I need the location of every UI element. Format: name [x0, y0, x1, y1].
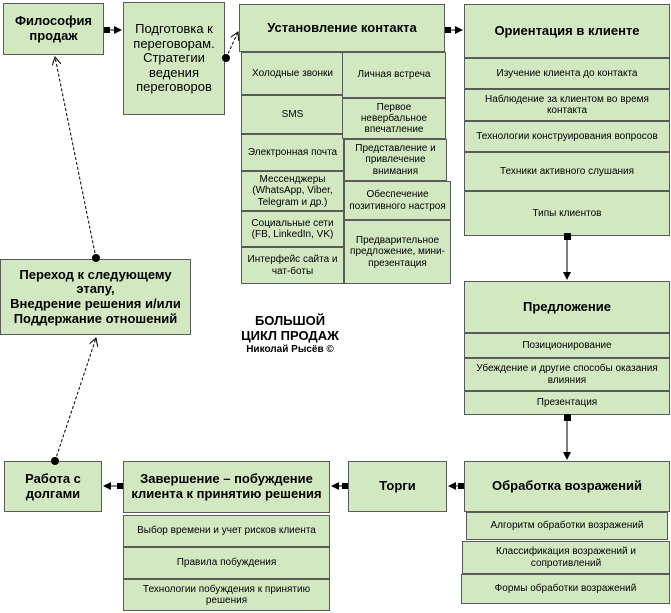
- contact-item-nonverbal: Первое невербальное впечатление: [342, 98, 446, 139]
- contact-item-email: Электронная почта: [241, 134, 344, 171]
- link-bargaining-closing: [332, 483, 348, 489]
- orientation-item-1: Изучение клиента до контакта: [464, 58, 670, 89]
- node-philosophy: [3, 3, 104, 55]
- node-contact: [239, 4, 445, 52]
- node-debts-label: Работа с долгами: [25, 470, 81, 501]
- node-closing: [123, 461, 330, 513]
- node-next-stage: [0, 259, 191, 335]
- orientation-item-5: Типы клиентов: [464, 191, 670, 236]
- orientation-item-2: Наблюдение за клиентом во время контакта: [464, 89, 670, 121]
- contact-item-messengers: Мессенджеры (WhatsApp, Viber, Telegram и др.): [241, 171, 344, 211]
- contact-item-cold-calls: Холодные звонки: [241, 52, 344, 95]
- objection-item-3: Формы обработки возражений: [461, 574, 670, 604]
- cycle-author: Николай Рысёв ©: [246, 344, 334, 355]
- node-objections: [464, 461, 670, 512]
- node-preparation: [123, 2, 225, 115]
- objection-item-2: Классификация возражений и сопротивлений: [462, 541, 670, 574]
- link-contact-orientation: [445, 27, 462, 33]
- node-bargaining-label: Торги: [379, 478, 416, 494]
- link-closing-debts: [104, 483, 123, 489]
- cycle-title: [225, 313, 355, 357]
- node-next-stage-label: Переход к следующему этапу, Внедрение решения и/или Поддержание отношений: [10, 266, 181, 326]
- contact-item-presentation: Представление и привлечение внимания: [344, 139, 447, 181]
- node-debts: [4, 461, 102, 512]
- link-next-stage-philosophy: [55, 57, 100, 262]
- node-orientation: [464, 4, 670, 58]
- node-preparation-label: Подготовка к переговорам. Стратегии ведения переговоров: [133, 21, 215, 95]
- node-objections-label: Обработка возражений: [491, 478, 642, 494]
- link-offer-objections: [564, 414, 571, 459]
- contact-item-positive: Обеспечение позитивного настроя: [344, 181, 451, 220]
- contact-item-meeting: Личная встреча: [342, 52, 446, 98]
- link-orientation-offer: [564, 233, 571, 279]
- cycle-title-line2: ЦИКЛ ПРОДАЖ: [241, 328, 339, 343]
- cycle-title-line1: БОЛЬШОЙ: [254, 313, 326, 328]
- contact-item-social: Социальные сети (FB, LinkedIn, VK): [241, 211, 344, 247]
- link-philosophy-preparation: [104, 27, 121, 33]
- node-bargaining: [348, 461, 447, 512]
- node-contact-label: Установление контакта: [267, 19, 417, 35]
- orientation-item-4: Техники активного слушания: [464, 152, 670, 191]
- contact-item-sms: SMS: [241, 95, 344, 134]
- node-orientation-label: Ориентация в клиенте: [494, 22, 640, 38]
- contact-item-website: Интерфейс сайта и чат-боты: [241, 247, 344, 284]
- closing-item-1: Выбор времени и учет рисков клиента: [123, 515, 330, 547]
- objection-item-1: Алгоритм обработки возражений: [466, 512, 668, 540]
- node-philosophy-label: Философия продаж: [14, 13, 93, 43]
- orientation-item-3: Технологии конструирования вопросов: [464, 121, 670, 152]
- offer-item-2: Убеждение и другие способы оказания влияния: [464, 358, 670, 391]
- link-debts-next-stage: [51, 338, 96, 465]
- offer-item-1: Позиционирование: [464, 333, 670, 358]
- node-closing-label: Завершение – побуждение клиента к принятию решения: [131, 471, 322, 501]
- offer-item-3: Презентация: [464, 391, 670, 415]
- closing-item-2: Правила побуждения: [123, 547, 330, 579]
- node-offer: [464, 281, 670, 333]
- link-objections-bargaining: [449, 483, 464, 489]
- closing-item-3: Технологии побуждения к принятию решения: [123, 579, 330, 611]
- contact-item-preliminary: Предварительное предложение, мини-презентация: [344, 220, 451, 284]
- node-offer-label: Предложение: [523, 298, 611, 314]
